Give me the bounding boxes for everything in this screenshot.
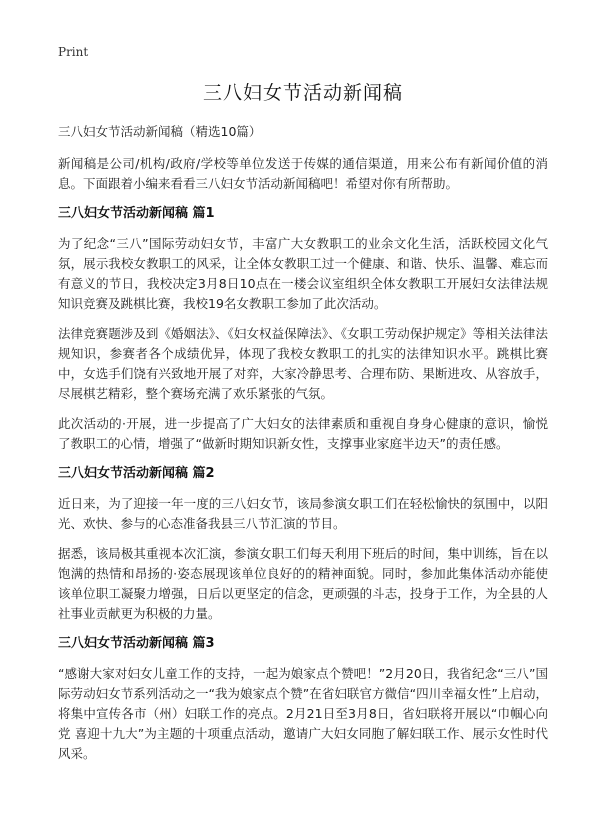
document-page — [58, 44, 548, 774]
section-3-paragraph-1: “感谢大家对妇女儿童工作的支持，一起为娘家点个赞吧！”2月20日，我省纪念“三八”国际劳动妇女节系列活动之一“我为娘家点个赞”在省妇联官方微信“四川幸福女性”上启动，将集中宣传各市（州）妇联工作的亮点。2月21日至3月8日，省妇联将开展以“巾帼心向党 喜迎十九大”为主题的十项重点活动，邀请广大妇女同胞了解妇联工作、展示女性时代风采。 — [58, 666, 548, 761]
section-1-paragraph-3: 此次活动的·开展，进一步提高了广大妇女的法律素质和重视自身身心健康的意识，愉悦了教职工的心情，增强了“做新时期知识新女性，支撑事业家庭半边天”的责任感。 — [58, 416, 548, 451]
section-2-paragraph-2: 据悉，该局极其重视本次汇演，参演女职工们每天利用下班后的时间，集中训练，旨在以饱满的热情和昂扬的·姿态展现该单位良好的的精神面貌。同时，参加此集体活动亦能使该单位职工凝聚力增强，日后以更坚定的信念，更顽强的斗志，投身于工作，为全县的人社事业贡献更为积极的力量。 — [58, 546, 548, 621]
print-link[interactable]: Print — [58, 45, 89, 59]
document-subtitle: 三八妇女节活动新闻稿（精选10篇） — [58, 124, 262, 139]
section-1-paragraph-2: 法律竞赛题涉及到《婚姻法》、《妇女权益保障法》、《女职工劳动保护规定》等相关法律法规知识，参赛者各个成绩优异，体现了我校女教职工的扎实的法律知识水平。跳棋比赛中，女选手们饶有兴致地开展了对弈，大家冷静思考、合理布防、果断进攻、从容放手，尽展棋艺精彩，整个赛场充满了欢乐紧张的气氛。 — [58, 326, 548, 401]
document-title: 三八妇女节活动新闻稿 — [202, 82, 403, 104]
section-heading-2: 三八妇女节活动新闻稿 篇2 — [58, 466, 215, 481]
section-heading-1: 三八妇女节活动新闻稿 篇1 — [58, 206, 215, 221]
section-1-paragraph-1: 为了纪念“三八”国际劳动妇女节，丰富广大女教职工的业余文化生活，活跃校园文化气氛，展示我校女教职工的风采，让全体女教职工过一个健康、和谐、快乐、温馨、难忘而有意义的节日，我校决定3月8日10点在一楼会议室组织全体女教职工开展妇女法律法规知识竞赛及跳棋比赛，我校19名女教职工参加了此次活动。 — [58, 236, 548, 311]
intro-paragraph: 新闻稿是公司/机构/政府/学校等单位发送于传媒的通信渠道，用来公布有新闻价值的消息。下面跟着小编来看看三八妇女节活动新闻稿吧！希望对你有所帮助。 — [58, 156, 548, 191]
section-heading-3: 三八妇女节活动新闻稿 篇3 — [58, 636, 215, 651]
section-2-paragraph-1: 近日来，为了迎接一年一度的三八妇女节，该局参演女职工们在轻松愉快的氛围中，以阳光、欢快、参与的心态准备我县三八节汇演的节目。 — [58, 496, 548, 531]
